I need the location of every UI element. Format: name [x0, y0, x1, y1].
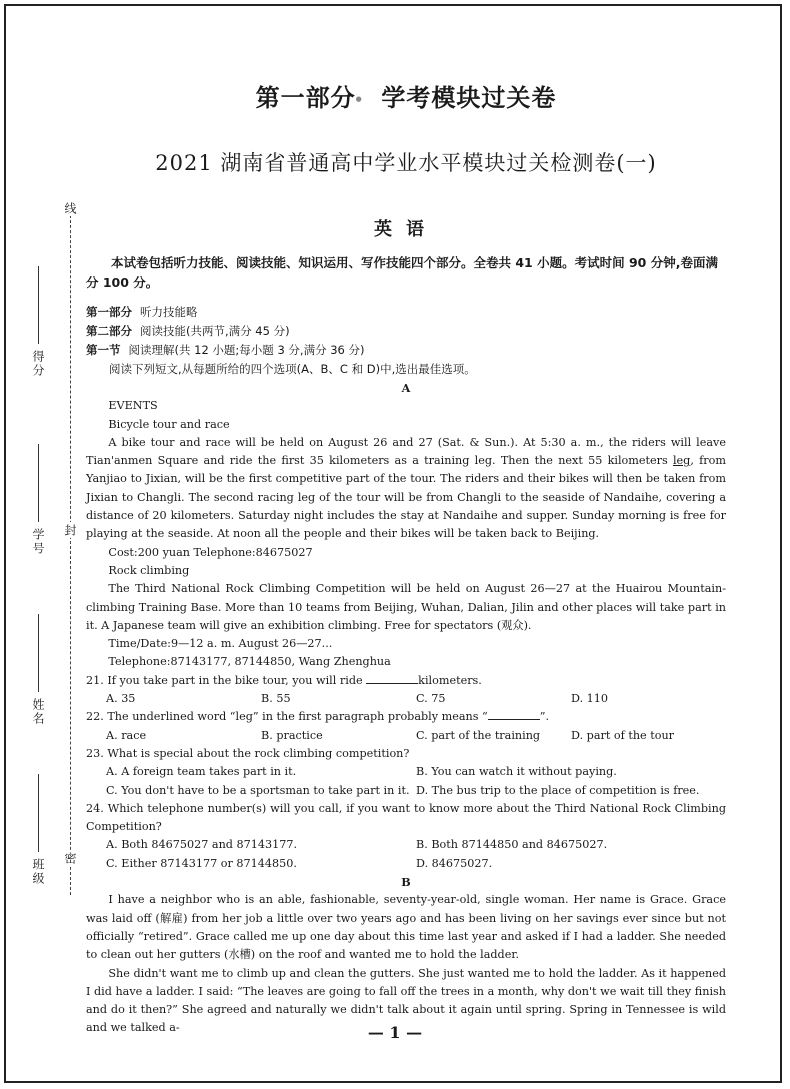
- name-field[interactable]: [30, 610, 47, 726]
- class-label: 班级: [31, 857, 45, 886]
- rock-heading: Rock climbing: [108, 563, 190, 577]
- score-label: 得分: [31, 349, 45, 378]
- part1-heading: 第一部分 听力技能略: [86, 305, 198, 319]
- option-21-d[interactable]: D. 110: [571, 692, 609, 706]
- answer-blank-22[interactable]: [488, 709, 540, 720]
- part2-heading: 第二部分 阅读技能(共两节,满分 45 分): [86, 324, 290, 338]
- passage-b-paragraph-1: I have a neighbor who is an able, fashionable, seventy-year-old, single woman. Her name is Grace. Grace was laid off (解雇) from her job a little over two years ago and has been living on her savings ever since but not officially “retired”. Grace called me up one day about this time last year and asked if I had a ladder. She needed to clean out her gutters (水槽) on the roof and wanted me to hold the ladder.: [86, 893, 726, 962]
- options-23-row1: [86, 763, 726, 781]
- underlined-leg: leg: [672, 454, 691, 468]
- option-24-d[interactable]: D. 84675027.: [416, 856, 493, 870]
- passage-a: [86, 379, 726, 672]
- option-21-a[interactable]: A. 35: [106, 692, 136, 706]
- passage-b: [86, 873, 726, 1038]
- student-id-label: 学号: [31, 527, 45, 556]
- score-field[interactable]: [30, 262, 47, 378]
- options-24-row1: [86, 836, 726, 854]
- option-22-a[interactable]: A. race: [106, 728, 147, 742]
- options-23-row2: [86, 782, 726, 800]
- answer-blank-21[interactable]: [366, 673, 418, 684]
- exam-content: [86, 60, 726, 1038]
- questions: [86, 672, 726, 873]
- question-22: 22. The underlined word “leg” in the first paragraph probably means “ ”.: [86, 710, 550, 724]
- reading-directions: 阅读下列短文,从每题所给的四个选项(A、B、C 和 D)中,选出最佳选项。: [109, 362, 476, 376]
- part-title-dot: ●: [355, 95, 363, 103]
- name-blank[interactable]: [38, 614, 39, 692]
- score-blank[interactable]: [38, 266, 39, 344]
- student-id-field[interactable]: [30, 440, 47, 556]
- bike-heading: Bicycle tour and race: [108, 417, 230, 431]
- binding-seal-mark: 封: [63, 524, 77, 536]
- option-24-a[interactable]: A. Both 84675027 and 87143177.: [106, 838, 297, 852]
- option-23-c[interactable]: C. You don't have to be a sportsman to take part in it.: [106, 783, 410, 797]
- passage-b-label: B: [401, 875, 411, 890]
- student-id-blank[interactable]: [38, 444, 39, 522]
- option-24-b[interactable]: B. Both 87144850 and 84675027.: [416, 838, 608, 852]
- exam-instructions: 本试卷包括听力技能、阅读技能、知识运用、写作技能四个部分。全卷共 41 小题。考试时间 90 分钟,卷面满分 100 分。: [86, 255, 718, 290]
- class-blank[interactable]: [38, 774, 39, 852]
- bike-paragraph: A bike tour and race will be held on August 26 and 27 (Sat. & Sun.). At 5:30 a. m., the riders will leave Tian'anmen Square and ride the first 35 kilometers as a training leg. Then the next 55 kilometers leg, from Yanjiao to Jixian, will be the first competitive part of the tour. The riders and their bikes will then be taken from Jixian to Changli. The second racing leg of the tour will be from Changli to the seaside of Nandaihe, covering a distance of 20 kilometers. Saturday night includes the stay at Nandaihe and supper. Sunday morning is free for playing at the seaside. At noon all the people and their bikes will be taken back to Beijing.: [86, 435, 726, 541]
- option-22-d[interactable]: D. part of the tour: [571, 728, 675, 742]
- option-23-a[interactable]: A. A foreign team takes part in it.: [106, 765, 297, 779]
- name-label: 姓名: [31, 697, 45, 726]
- option-22-b[interactable]: B. practice: [261, 728, 323, 742]
- binding-secret-mark: 密: [63, 852, 77, 864]
- rock-phone: Telephone:87143177, 87144850, Wang Zhenghua: [108, 655, 391, 669]
- passage-a-label: A: [401, 381, 411, 395]
- part-title: 第一部分● 学考模块过关卷: [255, 84, 557, 112]
- rock-time: Time/Date:9—12 a. m. August 26—27...: [108, 637, 333, 651]
- events-heading: EVENTS: [108, 399, 158, 413]
- page-number: — 1 —: [367, 1023, 423, 1042]
- option-23-d[interactable]: D. The bus trip to the place of competition is free.: [416, 783, 700, 797]
- passage-b-paragraph-2: She didn't want me to climb up and clean the gutters. She just wanted me to hold the ladder. As it happened I did have a ladder. I said: “The leaves are going to fall off the trees in a month, why don't we wait till they finish and do it then?” She agreed and naturally we didn't talk about it again until spring. Spring in Tennessee is wild and we talked a-: [86, 966, 726, 1035]
- question-24: 24. Which telephone number(s) will you call, if you want to know more about the Third National Rock Climbing Competition?: [86, 801, 726, 834]
- options-22: [86, 727, 726, 745]
- options-24-row2: [86, 855, 726, 873]
- option-21-c[interactable]: C. 75: [416, 692, 446, 706]
- option-22-c[interactable]: C. part of the training: [416, 728, 541, 742]
- bike-cost: Cost:200 yuan Telephone:84675027: [108, 545, 313, 559]
- rock-paragraph: The Third National Rock Climbing Competition will be held on August 26—27 at the Huairou Mountain-climbing Training Base. More than 10 teams from Beijing, Wuhan, Dalian, Jilin and other places will take part in it. A Japanese team will give an exhibition climbing. Free for spectators (观众).: [86, 582, 726, 632]
- paper-title: 2021 湖南省普通高中学业水平模块过关检测卷(一): [155, 151, 657, 175]
- option-21-b[interactable]: B. 55: [261, 692, 291, 706]
- option-24-c[interactable]: C. Either 87143177 or 87144850.: [106, 856, 297, 870]
- section1-heading: 第一节 阅读理解(共 12 小题;每小题 3 分,满分 36 分): [86, 343, 365, 357]
- option-23-b[interactable]: B. You can watch it without paying.: [416, 765, 617, 779]
- subject-title: 英语: [374, 219, 438, 240]
- question-21: 21. If you take part in the bike tour, you will ride kilometers.: [86, 673, 482, 687]
- class-field[interactable]: [30, 770, 47, 886]
- binding-dashed-line: [70, 205, 71, 895]
- options-21: [86, 690, 726, 708]
- question-23: 23. What is special about the rock climbing competition?: [86, 746, 410, 760]
- binding-line-mark: 线: [63, 202, 77, 214]
